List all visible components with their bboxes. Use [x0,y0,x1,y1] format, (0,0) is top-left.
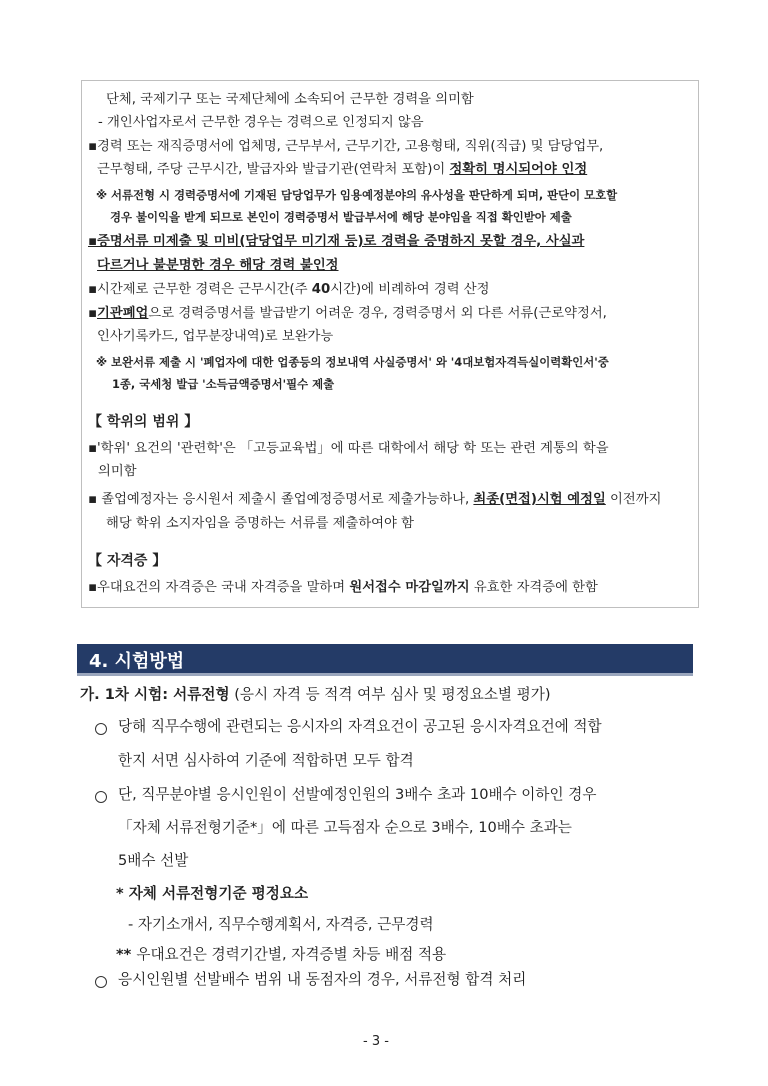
part-time-line: ▪시간제로 근무한 경력은 근무시간(주 40시간)에 비례하여 경력 산정 [88,282,490,297]
selection-multiple-line2: 「자체 서류전형기준*」에 따른 고득점자 순으로 3배수, 10배수 초과는 [118,819,572,836]
circle-bullet-icon [95,791,107,803]
section-banner [77,644,693,676]
degree-definition-line1: ▪'학위' 요건의 '관련학'은 「고등교육법」에 따른 대학에서 해당 학 또는 관련 계통의 학을 [88,441,609,456]
criteria-elements-list: - 자기소개서, 직무수행계획서, 자격증, 근무경력 [128,916,434,933]
closed-business-line2: 인사기록카드, 업무분장내역)로 보완가능 [97,329,334,344]
degree-scope-heading: 【 학위의 범위 】 [88,414,199,430]
unproven-career-line2: 다르거나 불분명한 경우 해당 경력 불인정 [97,258,339,273]
circle-bullet-icon [95,976,107,988]
supplement-note-line2: 1종, 국세청 발급 '소득금액증명서'필수 제출 [112,377,335,391]
degree-definition-line2: 의미함 [98,464,137,479]
screening-criteria-line2: 한지 서면 심사하여 기준에 적합하면 모두 합격 [118,752,414,769]
note-judgement-line1: ※ 서류전형 시 경력증명서에 기재된 담당업무가 임용예정분야의 유사성을 판단하게 되며, 판단이 모호할 [96,188,618,202]
supplement-note-line1: ※ 보완서류 제출 시 '폐업자에 대한 업종등의 정보내역 사실증명서' 와 '4대보험자격득실이력확인서'중 [96,355,609,369]
certificate-validity-line: ▪우대요건의 자격증은 국내 자격증을 말하며 원서접수 마감일까지 유효한 자격증에 한함 [88,580,598,595]
circle-bullet-icon [95,723,107,735]
selection-multiple-line3: 5배수 선발 [118,852,189,869]
career-definition-line: 단체, 국제기구 또는 국제단체에 소속되어 근무한 경력을 의미함 [106,92,474,107]
unproven-career-line1: ▪증명서류 미제출 및 미비(담당업무 미기재 등)로 경력을 증명하지 못할 경우, 사실과 [88,234,585,249]
tie-handling-line: 응시인원별 선발배수 범위 내 동점자의 경우, 서류전형 합격 처리 [118,971,527,988]
note-judgement-line2: 경우 불이익을 받게 되므로 본인이 경력증명서 발급부서에 해당 분야임을 직접 확인받아 제출 [110,210,572,224]
graduate-expected-line2: 해당 학위 소지자임을 증명하는 서류를 제출하여야 함 [106,516,414,531]
closed-business-line1: ▪기관폐업으로 경력증명서를 발급받기 어려운 경우, 경력증명서 외 다른 서류(근로약정서, [88,306,607,321]
graduate-expected-line1: ▪ 졸업예정자는 응시원서 제출시 졸업예정증명서로 제출가능하나, 최종(면접)시험 예정일 이전까지 [88,492,662,507]
criteria-elements-heading: * 자체 서류전형기준 평정요소 [116,885,309,902]
section-title: 4. 시험방법 [89,651,185,672]
selection-multiple-line1: 단, 직무분야별 응시인원이 선발예정인원의 3배수 초과 10배수 이하인 경우 [118,786,597,803]
preference-scoring-note: ** 우대요건은 경력기간별, 자격증별 차등 배점 적용 [116,946,447,963]
page-number: - 3 - [363,1034,389,1049]
certificate-items-line1: ▪경력 또는 재직증명서에 업체명, 근무부서, 근무기간, 고용형태, 직위(직급) 및 담당업무, [88,139,604,154]
screening-criteria-line1: 당해 직무수행에 관련되는 응시자의 자격요건이 공고된 응시자격요건에 적합 [118,718,602,735]
first-exam-heading: 가. 1차 시험: 서류전형 (응시 자격 등 적격 여부 심사 및 평정요소별 평가) [80,686,551,703]
certificate-items-line2: 근무형태, 주당 근무시간, 발급자와 발급기관(연락처 포함)이 정확히 명시되어야 인정 [97,162,588,177]
certificate-heading: 【 자격증 】 [88,553,167,569]
self-employed-note: - 개인사업자로서 근무한 경우는 경력으로 인정되지 않음 [98,115,424,130]
